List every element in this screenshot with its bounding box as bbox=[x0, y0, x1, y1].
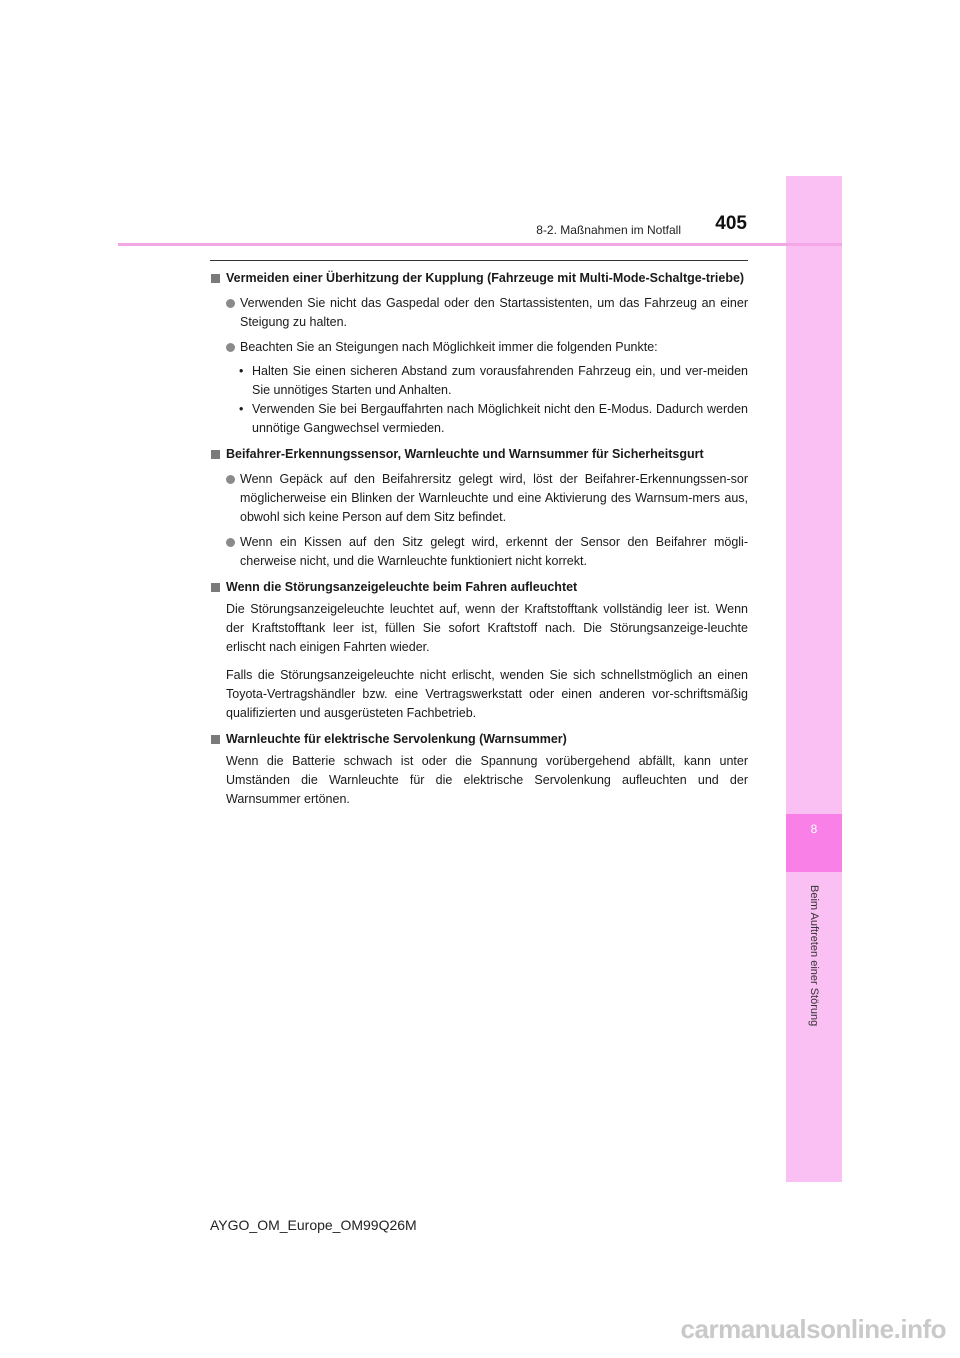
section-title: Vermeiden einer Überhitzung der Kupplung (Fahrzeuge mit Multi-Mode-Schaltge-triebe) bbox=[226, 271, 745, 285]
circle-bullet-icon bbox=[226, 538, 235, 547]
chapter-side-tab bbox=[786, 176, 842, 1182]
document-code: AYGO_OM_Europe_OM99Q26M bbox=[210, 1217, 417, 1233]
section-title: Wenn die Störungsanzeigeleuchte beim Fahren aufleuchtet bbox=[226, 580, 578, 594]
page-number: 405 bbox=[715, 213, 747, 234]
bullet-item: Verwenden Sie nicht das Gaspedal oder den Startassistenten, um das Fahrzeug an einer Steigung zu halten. bbox=[226, 294, 748, 332]
square-bullet-icon bbox=[211, 450, 220, 459]
header-rule bbox=[118, 243, 842, 246]
section-reference: 8-2. Maßnahmen im Notfall bbox=[536, 223, 681, 237]
chapter-number: 8 bbox=[810, 822, 818, 836]
sub-item: • Halten Sie einen sicheren Abstand zum vorausfahrenden Fahrzeug ein, und ver-meiden Sie unnötiges Starten und Anhalten. bbox=[239, 364, 748, 397]
bullet-item: Beachten Sie an Steigungen nach Möglichkeit immer die folgenden Punkte: bbox=[226, 338, 748, 357]
square-bullet-icon bbox=[211, 274, 220, 283]
small-dot-icon: • bbox=[239, 402, 244, 416]
paragraph: Die Störungsanzeigeleuchte leuchtet auf, wenn der Kraftstofftank vollständig leer ist. Wenn der Kraftstofftank leer ist, füllen Sie sofort Kraftstoff nach. Die Störungsanzeige-leuchte erlischt nach einigen Fahrten wieder. bbox=[226, 602, 748, 654]
paragraph: Wenn die Batterie schwach ist oder die Spannung vorübergehend abfällt, kann unter Umständen die Warnleuchte für die elektrische Servolenkung aufleuchten und der Warnsummer ertönen. bbox=[226, 754, 748, 806]
sub-item: • Verwenden Sie bei Bergauffahrten nach Möglichkeit nicht den E-Modus. Dadurch werden unnötige Gangwechsel vermieden. bbox=[239, 402, 748, 435]
circle-bullet-icon bbox=[226, 299, 235, 308]
section-passenger-sensor bbox=[210, 445, 748, 571]
chapter-title: Beim Auftreten einer Störung bbox=[808, 885, 820, 1027]
bullet-item: Wenn Gepäck auf den Beifahrersitz gelegt wird, löst der Beifahrer-Erkennungssen-sor möglicherweise ein Blinken der Warnleuchte und eine Aktivierung des Warnsum-mers aus, obwohl sich keine Person auf dem Sitz befindet. bbox=[226, 470, 748, 527]
bullet-item: Wenn ein Kissen auf den Sitz gelegt wird, erkennt der Sensor den Beifahrer mögli-cherweise nicht, und die Warnleuchte funktioniert nicht korrekt. bbox=[226, 533, 748, 571]
paragraph: Falls die Störungsanzeigeleuchte nicht erlischt, wenden Sie sich schnellstmöglich an einen Toyota-Vertragshändler bzw. eine Vertragswerkstatt oder einen anderen vor-schriftsmäßig qualifizierten und ausgerüsteten Fachbetrieb. bbox=[226, 668, 748, 720]
content-top-rule bbox=[210, 260, 748, 261]
section-title: Warnleuchte für elektrische Servolenkung (Warnsummer) bbox=[226, 732, 567, 746]
section-clutch-overheating bbox=[210, 269, 748, 438]
section-power-steering-warning bbox=[210, 730, 748, 809]
square-bullet-icon bbox=[211, 583, 220, 592]
section-malfunction-indicator bbox=[210, 578, 748, 723]
small-dot-icon: • bbox=[239, 364, 244, 378]
circle-bullet-icon bbox=[226, 343, 235, 352]
section-title: Beifahrer-Erkennungssensor, Warnleuchte und Warnsummer für Sicherheitsgurt bbox=[226, 447, 704, 461]
page-content bbox=[210, 269, 748, 816]
square-bullet-icon bbox=[211, 735, 220, 744]
circle-bullet-icon bbox=[226, 475, 235, 484]
watermark: carmanualsonline.info bbox=[680, 1314, 946, 1344]
